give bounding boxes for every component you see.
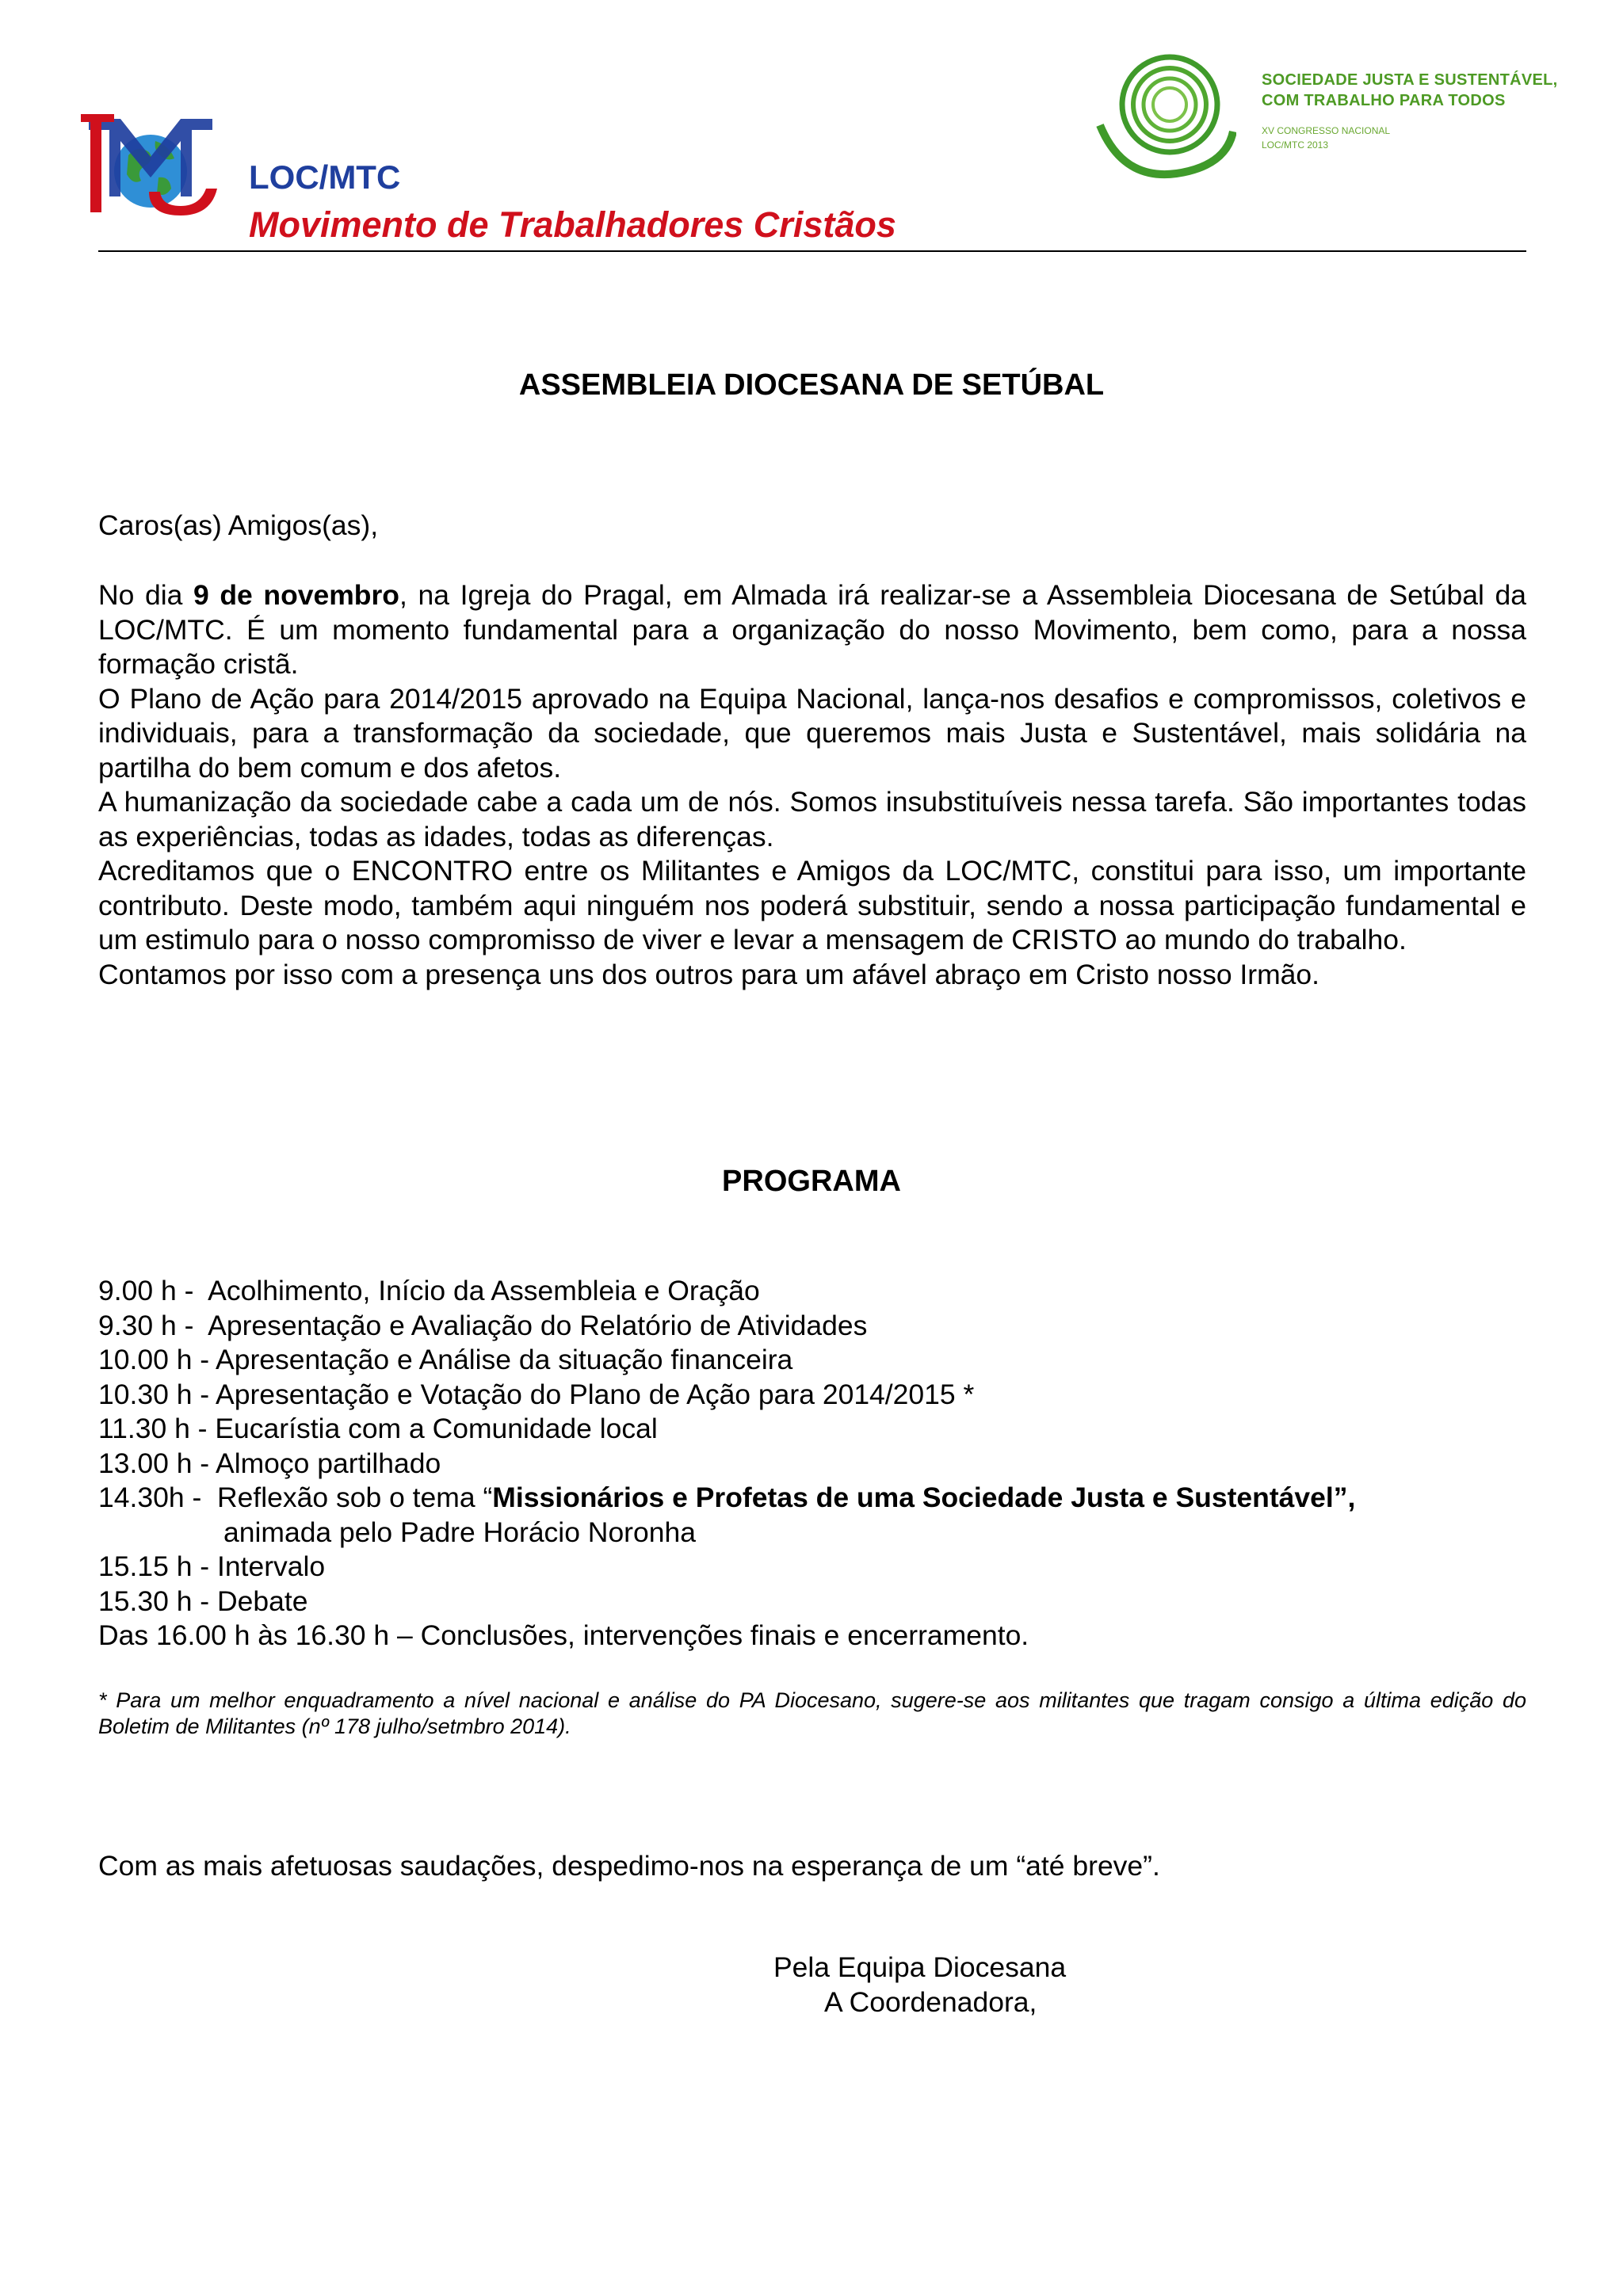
programa-item: 13.00 h - Almoço partilhado <box>98 1447 441 1479</box>
programa-item: 15.30 h - Debate <box>98 1585 308 1617</box>
programa-item: 11.30 h - Eucarístia com a Comunidade local <box>98 1413 658 1444</box>
programa-item-1430-cont: animada pelo Padre Horácio Noronha <box>223 1516 696 1548</box>
mtc-logo-letters: MTC <box>76 225 78 226</box>
greeting: Caros(as) Amigos(as), <box>98 509 379 541</box>
congress-slogan-line2: COM TRABALHO PARA TODOS <box>1262 92 1506 109</box>
closing-line: Com as mais afetuosas saudações, despedimo-nos na esperança de um “até breve”. <box>98 1850 1160 1882</box>
footnote: * Para um melhor enquadramento a nível nacional e análise do PA Diocesano, sugere-se aos militantes que tragam consigo a última edição do Boletim de Militantes (nº 178 julho/setmbro 2014). <box>98 1688 1526 1738</box>
intro-paragraph-5: Contamos por isso com a presença uns dos outros para um afável abraço em Cristo nosso Irmão. <box>98 958 1320 990</box>
programa-list <box>98 1274 1355 1653</box>
event-date: 9 de novembro <box>193 579 399 611</box>
congress-logo <box>1094 46 1236 181</box>
congress-year: LOC/MTC 2013 <box>1262 139 1329 151</box>
signature-block <box>773 1951 1066 2019</box>
org-full-name: Movimento de Trabalhadores Cristãos <box>249 204 896 245</box>
intro-body <box>98 578 1526 992</box>
congress-slogan-line1: SOCIEDADE JUSTA E SUSTENTÁVEL, <box>1262 71 1558 89</box>
document-title: ASSEMBLEIA DIOCESANA DE SETÚBAL <box>518 368 1105 402</box>
signature-line-1: Pela Equipa Diocesana <box>773 1951 1067 1983</box>
header-divider <box>98 250 1526 252</box>
mtc-logo <box>73 101 223 228</box>
intro-paragraph-3: A humanização da sociedade cabe a cada um de nós. Somos insubstituíveis nessa tarefa. São importantes todas as experiências, todas as idades, todas as diferenças. <box>98 786 1526 852</box>
programa-item: 9.00 h - Acolhimento, Início da Assembleia e Oração <box>98 1275 760 1306</box>
programa-item: 10.00 h - Apresentação e Análise da situação financeira <box>98 1344 793 1375</box>
intro-paragraph-1: No dia 9 de novembro, na Igreja do Pragal, em Almada irá realizar-se a Assembleia Diocesana de Setúbal da LOC/MTC. É um momento fundamental para a organização do nosso Movimento, bem como, para a nossa formação cristã. <box>98 579 1526 680</box>
intro-paragraph-4: Acreditamos que o ENCONTRO entre os Militantes e Amigos da LOC/MTC, constitui para isso, um importante contributo. Deste modo, também aqui ninguém nos poderá substituir, sendo a nossa participação fundamental e um estimulo para o nosso compromisso de viver e levar a mensagem de CRISTO ao mundo do trabalho. <box>98 855 1526 955</box>
reflection-theme: Missionários e Profetas de uma Sociedade Justa e Sustentável”, <box>492 1482 1356 1513</box>
intro-paragraph-2: O Plano de Ação para 2014/2015 aprovado na Equipa Nacional, lança-nos desafios e compromissos, coletivos e individuais, para a transformação da sociedade, que queremos mais Justa e Sustentável, mais solidária na partilha do bem comum e dos afetos. <box>98 682 1526 784</box>
programa-item: Das 16.00 h às 16.30 h – Conclusões, intervenções finais e encerramento. <box>98 1619 1029 1651</box>
congress-name: XV CONGRESSO NACIONAL <box>1262 125 1391 136</box>
programa-item-1430: 14.30h - Reflexão sob o tema “Missionários e Profetas de uma Sociedade Justa e Sustentável”, <box>98 1482 1356 1513</box>
programa-heading: PROGRAMA <box>722 1165 901 1198</box>
org-short-name: LOC/MTC <box>249 158 401 196</box>
programa-item: 9.30 h - Apresentação e Avaliação do Relatório de Atividades <box>98 1309 868 1341</box>
signature-line-2: A Coordenadora, <box>824 1985 1037 2018</box>
programa-item: 10.30 h - Apresentação e Votação do Plano de Ação para 2014/2015 * <box>98 1378 975 1410</box>
programa-item: 15.15 h - Intervalo <box>98 1550 326 1582</box>
